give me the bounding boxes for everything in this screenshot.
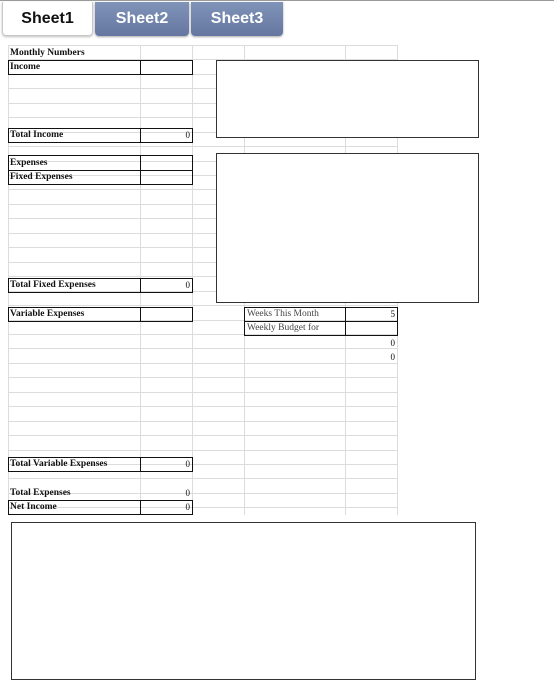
- total-fixed-expenses-value: 0: [185, 280, 190, 290]
- grid-line: [8, 305, 398, 306]
- grid-line: [8, 421, 398, 422]
- grid-line: [8, 377, 398, 378]
- grid-line: [8, 392, 398, 393]
- embedded-object-box-1[interactable]: [216, 60, 479, 138]
- expenses-label: Expenses: [10, 158, 48, 168]
- embedded-object-box-3[interactable]: [11, 522, 476, 680]
- variable-expenses-label: Variable Expenses: [10, 309, 85, 319]
- fixed-expenses-label: Fixed Expenses: [10, 172, 73, 182]
- total-variable-expenses-value: 0: [185, 459, 190, 469]
- grid-line: [8, 435, 398, 436]
- net-income-value: 0: [185, 502, 190, 512]
- variable-expenses-value-cell[interactable]: [140, 307, 193, 322]
- tab-sheet2[interactable]: Sheet2: [95, 2, 189, 36]
- grid-line: [8, 348, 398, 349]
- grid-line: [8, 146, 398, 147]
- weekly-budget-value-2: 0: [390, 352, 395, 362]
- weeks-this-month-label: Weeks This Month: [247, 309, 319, 319]
- tab-sheet3[interactable]: Sheet3: [191, 2, 283, 36]
- total-fixed-expenses-label: Total Fixed Expenses: [10, 280, 96, 290]
- weeks-this-month-value: 5: [390, 309, 395, 319]
- total-variable-expenses-label: Total Variable Expenses: [10, 459, 108, 469]
- grid-line: [8, 406, 398, 407]
- embedded-object-box-2[interactable]: [216, 153, 479, 303]
- grid-line: [8, 450, 398, 451]
- monthly-numbers-label: Monthly Numbers: [10, 48, 85, 58]
- total-expenses-value: 0: [185, 488, 190, 498]
- grid-line: [8, 363, 398, 364]
- weekly-budget-value-1: 0: [390, 338, 395, 348]
- tab-sheet1[interactable]: Sheet1: [2, 2, 93, 36]
- grid-line: [8, 478, 398, 479]
- income-value-cell[interactable]: [140, 60, 193, 75]
- total-income-value: 0: [185, 130, 190, 140]
- net-income-label: Net Income: [10, 502, 57, 512]
- total-expenses-label: Total Expenses: [10, 488, 71, 498]
- total-income-label: Total Income: [10, 130, 64, 140]
- income-label: Income: [10, 62, 41, 72]
- weekly-budget-for-label: Weekly Budget for: [247, 323, 320, 333]
